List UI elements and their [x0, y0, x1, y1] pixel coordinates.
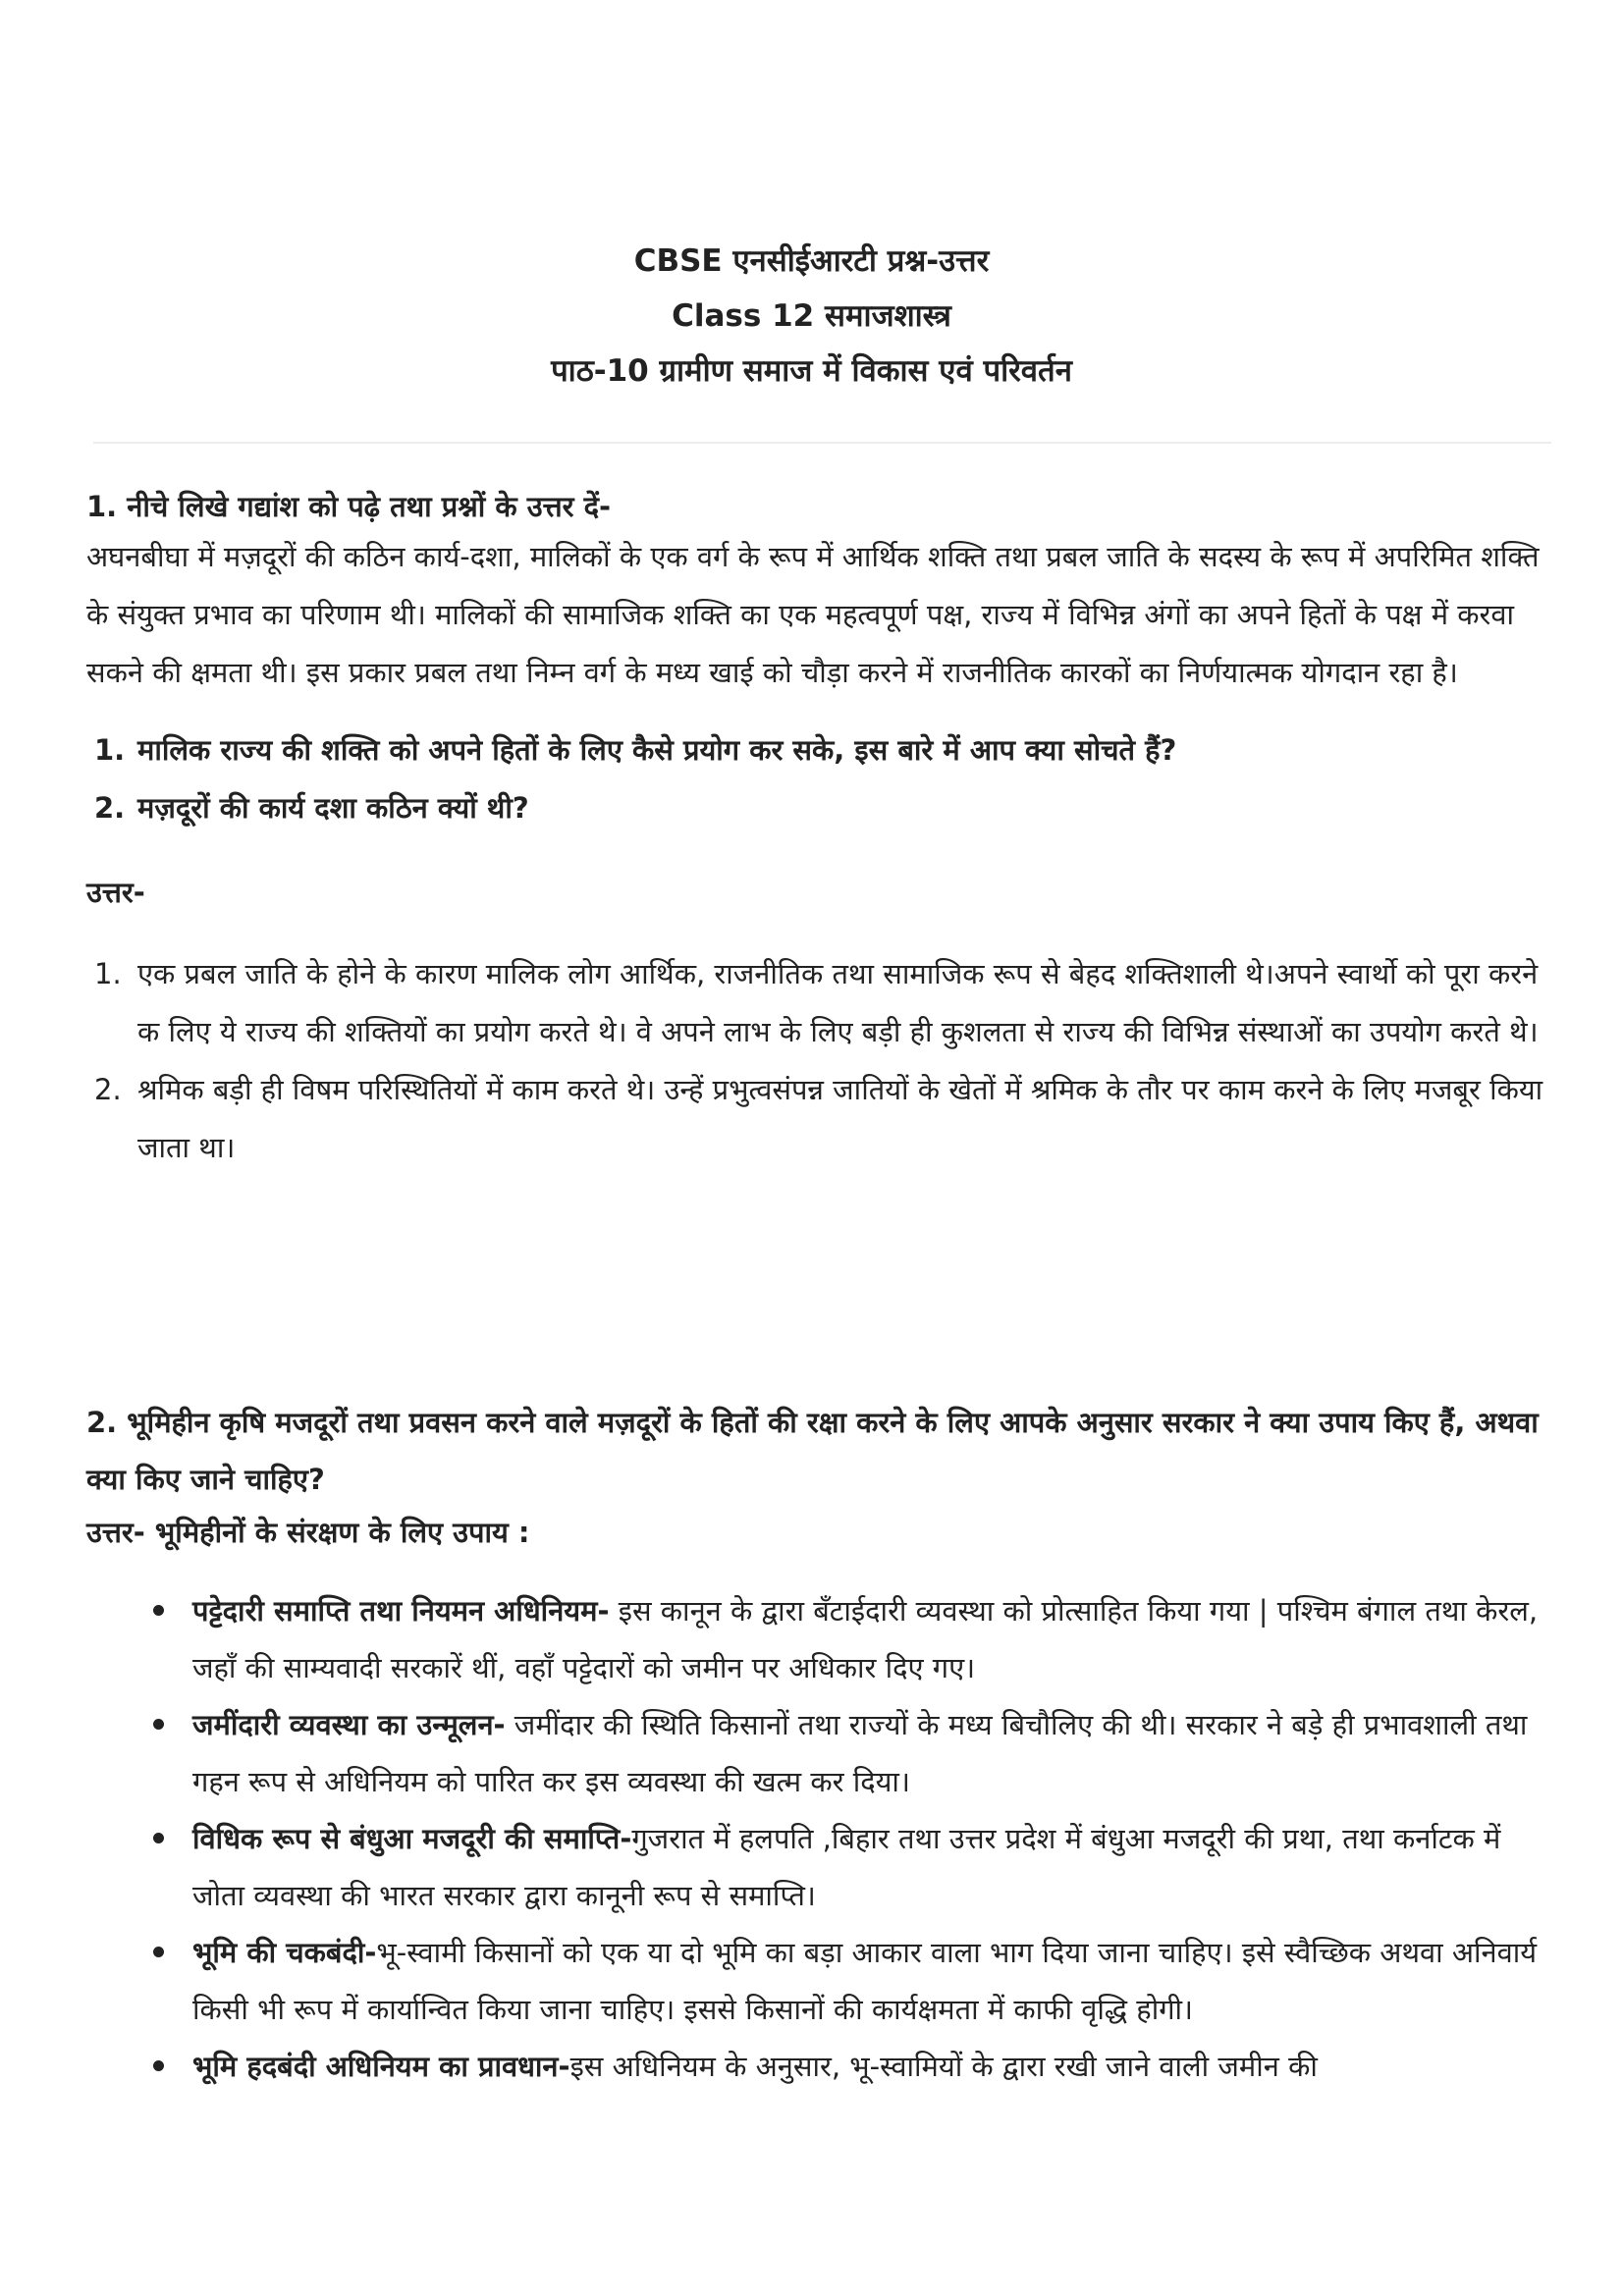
question-2-section: [86, 1394, 1554, 2095]
question-1-answers: [86, 945, 1554, 1177]
list-item: [86, 1696, 1554, 1810]
answer-label: उत्तर-: [86, 876, 145, 909]
list-item: [86, 721, 1554, 779]
header-divider: [93, 442, 1551, 444]
document-header: [0, 234, 1623, 399]
bullet-icon: [153, 1605, 164, 1616]
measure-term: पट्टेदारी समाप्ति तथा नियमन अधिनियम-: [192, 1594, 610, 1628]
list-item: [86, 1061, 1554, 1177]
measure-term: भूमि की चकबंदी-: [192, 1936, 377, 1969]
measure-description: इस कानून के द्वारा बँटाईदारी व्यवस्था को प्रोत्साहित किया गया | पश्चिम बंगाल तथा केरल, जहाँ की साम्यवादी सरकारें थीं, वहाँ पट्टेदारों को जमीन पर अधिकार दिए गए।: [192, 1594, 1539, 1684]
header-board-title: CBSE एनसीईआरटी प्रश्न-उत्तर: [633, 243, 990, 279]
list-item: [86, 1582, 1554, 1696]
answer-text: श्रमिक बड़ी ही विषम परिस्थितियों में काम करते थे। उन्हें प्रभुत्वसंपन्न जातियों के खेतों में श्रमिक के तौर पर काम करने के लिए मजबूर किया जाता था।: [137, 1073, 1543, 1164]
answer-text: एक प्रबल जाति के होने के कारण मालिक लोग आर्थिक, राजनीतिक तथा सामाजिक रूप से बेहद शक्तिशाली थे।अपने स्वार्थो को पूरा करने क लिए ये राज्य की शक्तियों का प्रयोग करते थे। वे अपने लाभ के लिए बड़ी ही कुशलता से राज्य की विभिन्न संस्थाओं का उपयोग करते थे।: [137, 957, 1539, 1048]
question-1-title: 1. नीचे लिखे गद्यांश को पढ़े तथा प्रश्नों के उत्तर दें-: [86, 490, 612, 523]
measure-description: इस अधिनियम के अनुसार, भू-स्वामियों के द्वारा रखी जाने वाली जमीन की: [569, 2050, 1318, 2083]
question-2-answer-intro: उत्तर- भूमिहीनों के संरक्षण के लिए उपाय :: [86, 1516, 530, 1549]
header-chapter-title: पाठ-10 ग्रामीण समाज में विकास एवं परिवर्तन: [551, 353, 1072, 389]
list-item: [86, 2038, 1554, 2095]
question-1-section: [86, 485, 1554, 1177]
subquestion-text: मज़दूरों की कार्य दशा कठिन क्यों थी?: [137, 791, 529, 825]
measure-description: गुजरात में हलपति ,बिहार तथा उत्तर प्रदेश में बंधुआ मजदूरी की प्रथा, तथा कर्नाटक में जोता व्यवस्था की भारत सरकार द्वारा कानूनी रूप से समाप्ति।: [192, 1822, 1501, 1912]
list-item: [86, 1924, 1554, 2038]
bullet-icon: [153, 2060, 164, 2071]
question-1-subquestions: [86, 721, 1554, 837]
list-item: [86, 779, 1554, 837]
measure-description: भू-स्वामी किसानों को एक या दो भूमि का बड़ा आकार वाला भाग दिया जाना चाहिए। इसे स्वैच्छिक अथवा अनिवार्य किसी भी रूप में कार्यान्वित किया जाना चाहिए। इससे किसानों की कार्यक्षमता में काफी वृद्धि होगी।: [192, 1936, 1538, 2026]
list-number: 2.: [94, 1073, 122, 1106]
bullet-icon: [153, 1719, 164, 1730]
header-class-subject: Class 12 समाजशास्त्र: [672, 298, 951, 334]
measure-term: विधिक रूप से बंधुआ मजदूरी की समाप्ति-: [192, 1822, 632, 1855]
list-item: [86, 1810, 1554, 1924]
question-1-passage: अघनबीघा में मज़दूरों की कठिन कार्य-दशा, मालिकों के एक वर्ग के रूप में आर्थिक शक्ति तथा प्रबल जाति के सदस्य के रूप में अपरिमित शक्ति के संयुक्त प्रभाव का परिणाम थी। मालिकों की सामाजिक शक्ति का एक महत्वपूर्ण पक्ष, राज्य में विभिन्न अंगों का अपने हितों के पक्ष में करवा सकने की क्षमता थी। इस प्रकार प्रबल तथा निम्न वर्ग के मध्य खाई को चौड़ा करने में राजनीतिक कारकों का निर्णयात्मक योगदान रहा है।: [86, 540, 1540, 689]
question-2-measures-list: [86, 1582, 1554, 2095]
list-item: [86, 945, 1554, 1061]
measure-term: भूमि हदबंदी अधिनियम का प्रावधान-: [192, 2050, 570, 2083]
measure-term: जमींदारी व्यवस्था का उन्मूलन-: [192, 1708, 506, 1741]
bullet-icon: [153, 1833, 164, 1843]
list-number: 2.: [94, 791, 126, 825]
bullet-icon: [153, 1947, 164, 1957]
list-number: 1.: [94, 733, 126, 767]
question-2-title: 2. भूमिहीन कृषि मजदूरों तथा प्रवसन करने वाले मज़दूरों के हितों की रक्षा करने के लिए आपके अनुसार सरकार ने क्या उपाय किए हैं, अथवा क्या किए जाने चाहिए?: [86, 1406, 1539, 1496]
list-number: 1.: [94, 957, 122, 990]
measure-description: जमींदार की स्थिति किसानों तथा राज्यों के मध्य बिचौलिए की थी। सरकार ने बड़े ही प्रभावशाली तथा गहन रूप से अधिनियम को पारित कर इस व्यवस्था की खत्म कर दिया।: [192, 1708, 1528, 1798]
subquestion-text: मालिक राज्य की शक्ति को अपने हितों के लिए कैसे प्रयोग कर सके, इस बारे में आप क्या सोचते हैं?: [137, 733, 1177, 767]
